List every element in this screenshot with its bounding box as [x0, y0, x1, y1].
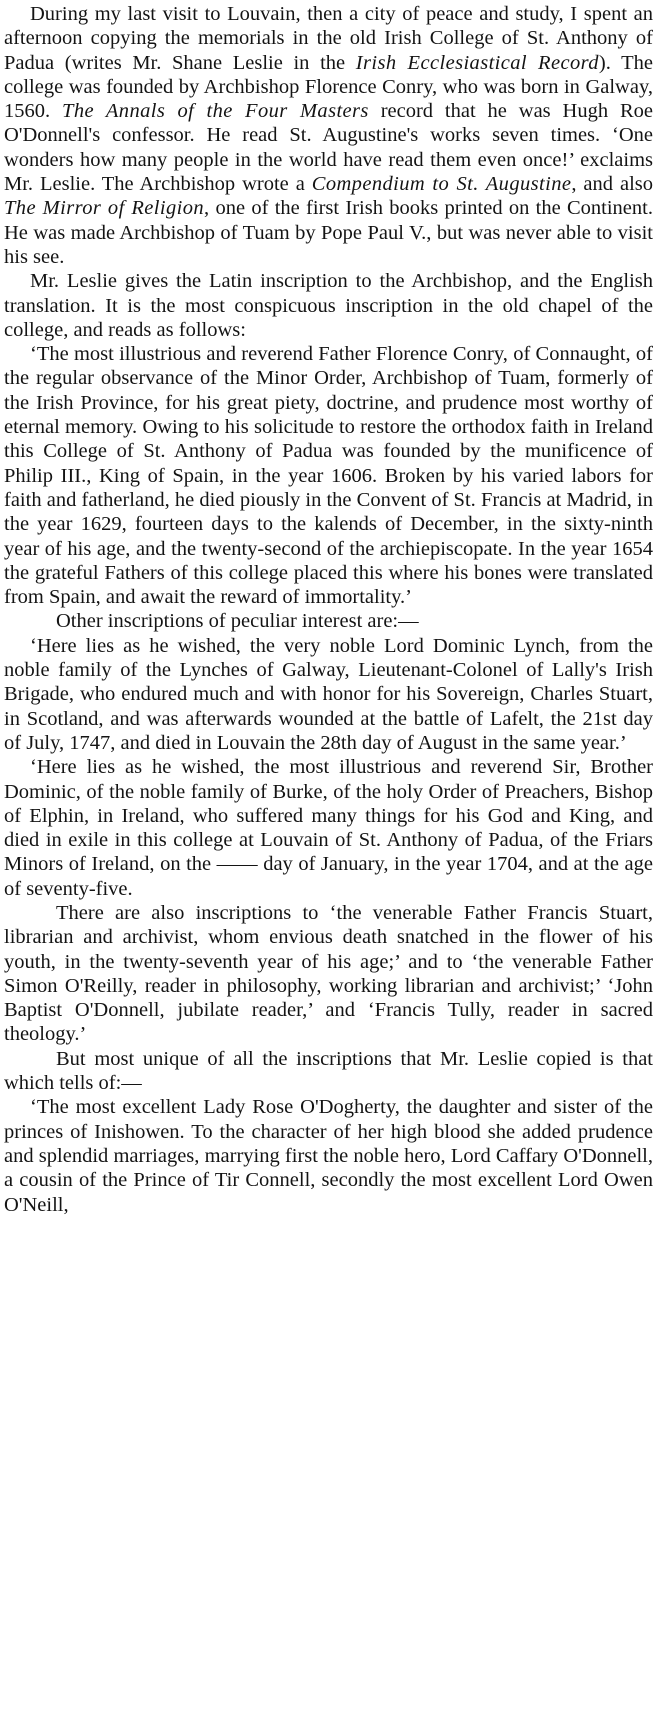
paragraph-text: ‘The most excellent Lady Rose O'Dogherty, the daughter and sister of the princes of Inishowen. To the character of her high blood she added prudence and splendid marriages, marrying first the noble hero, Lord Caffary O'Donnell, a cousin of the Prince of Tir Connell, secondly the most excellent Lord Owen O'Neill,	[4, 1096, 653, 1216]
article-body	[4, 2, 653, 1217]
article-paragraph	[4, 269, 653, 342]
italic-title-text: Irish Ecclesiastical Record	[355, 51, 599, 74]
italic-title-text: The Mirror of Religion	[4, 197, 205, 220]
paragraph-text: ‘Here lies as he wished, the very noble Lord Dominic Lynch, from the noble family of the Lynches of Galway, Lieutenant-Colonel of Lally's Irish Brigade, who endured much and with honor for his Sovereign, Charles Stuart, in Scotland, and was afterwards wounded at the battle of Lafelt, the 21st day of July, 1747, and died in Louvain the 28th day of August in the same year.’	[4, 634, 653, 754]
article-paragraph	[4, 634, 653, 755]
paragraph-text: ‘Here lies as he wished, the most illustrious and reverend Sir, Brother Dominic, of the noble family of Burke, of the holy Order of Preachers, Bishop of Elphin, in Ireland, who suffered many things for his God and King, and died in exile in this college at Louvain of St. Anthony of Padua, of the Friars Minors of Ireland, on the —— day of January, in the year 1704, and at the age of seventy-five.	[4, 756, 653, 900]
paragraph-text: , one of the first Irish books printed on the Continent. He was made Archbishop of Tuam by Pope Paul V., but was never able to visit his see.	[4, 197, 653, 268]
article-paragraph	[4, 901, 653, 1047]
paragraph-text: During my last visit to Louvain, then a city of peace and study, I spent an afternoon copying the memorials in the old Irish College of St. Anthony of Padua (writes Mr. Shane Leslie in the	[4, 3, 653, 74]
paragraph-text: There are also inscriptions to ‘the venerable Father Francis Stuart, librarian and archivist, whom envious death snatched in the flower of his youth, in the twenty-seventh year of his age;’ and to ‘the venerable Father Simon O'Reilly, reader in philosophy, working librarian and archivist;’ ‘John Baptist O'Donnell, jubilate reader,’ and ‘Francis Tully, reader in sacred theology.’	[4, 901, 653, 1046]
article-paragraph	[4, 1095, 653, 1216]
paragraph-text: , and also	[571, 173, 654, 196]
paragraph-text: Mr. Leslie gives the Latin inscription to the Archbishop, and the English translation. It is the most conspicuous inscription in the old chapel of the college, and reads as follows:	[4, 270, 653, 341]
italic-title-text: Compendium to St. Augustine	[311, 173, 572, 196]
article-paragraph	[4, 1047, 653, 1096]
article-paragraph	[4, 609, 653, 633]
italic-title-text: The Annals of the Four Masters	[62, 100, 369, 123]
article-paragraph	[4, 2, 653, 269]
paragraph-text: But most unique of all the inscriptions that Mr. Leslie copied is that which tells of:—	[4, 1047, 653, 1095]
paragraph-text: ). The college was founded by Archbishop Florence Conry, who was born in Galway, 1560.	[4, 51, 653, 123]
paragraph-text: record that he was Hugh Roe O'Donnell's confessor. He read St. Augustine's works seven times. ‘One wonders how many people in the world have read them even once!’ exclaims Mr. Leslie. The Archbishop wrote a	[4, 100, 654, 196]
paragraph-text: Other inscriptions of peculiar interest are:—	[56, 610, 419, 633]
article-paragraph	[4, 755, 653, 901]
article-paragraph	[4, 342, 653, 609]
paragraph-text: ‘The most illustrious and reverend Father Florence Conry, of Connaught, of the regular observance of the Minor Order, Archbishop of Tuam, formerly of the Irish Province, for his great piety, doctrine, and prudence most worthy of eternal memory. Owing to his solicitude to restore the orthodox faith in Ireland this College of St. Anthony of Padua was founded by the munificence of Philip III., King of Spain, in the year 1606. Broken by his varied labors for faith and fatherland, he died piously in the Convent of St. Francis at Madrid, in the year 1629, fourteen days to the kalends of December, in the sixty-ninth year of his age, and the twenty-second of the archiepiscopate. In the year 1654 the grateful Fathers of this college placed this where his bones were translated from Spain, and await the reward of immortality.’	[4, 343, 653, 609]
